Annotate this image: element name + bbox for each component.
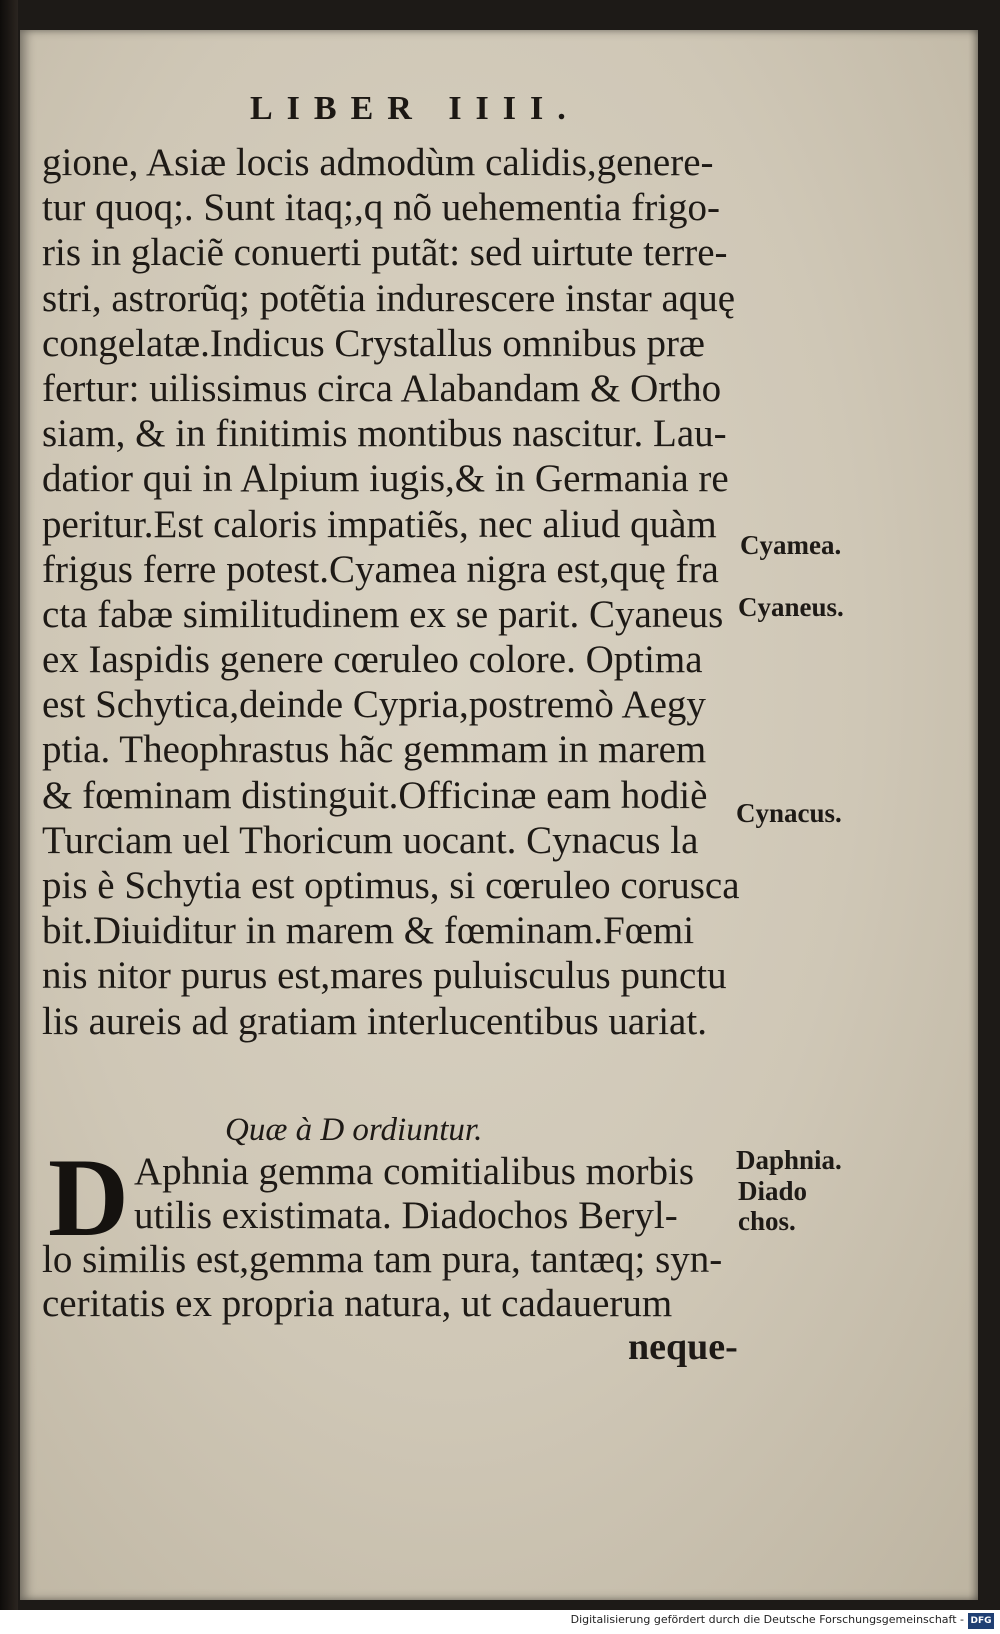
book-cover-edge: [0, 0, 18, 1610]
drop-cap-initial: D: [48, 1136, 129, 1260]
text-line: datior qui in Alpium iugis,& in Germania re: [42, 457, 729, 501]
text-line: ex Iaspidis genere cœruleo colore. Optima: [42, 638, 703, 682]
text-line: utilis existimata. Diadochos Beryl-: [134, 1194, 678, 1237]
text-line: & fœminam distinguit.Officinæ eam hodiè: [42, 773, 708, 817]
book-page: [20, 30, 978, 1600]
text-line: ptia. Theophrastus hãc gemmam in marem: [42, 728, 707, 772]
section-text-block: [42, 1136, 762, 1326]
catchword: neque-: [628, 1326, 738, 1368]
page-edge-shadow: [968, 30, 978, 1600]
footer-bar: [0, 1610, 1000, 1634]
text-line: ris in glaciẽ conuerti putãt: sed uirtute terre-: [42, 231, 728, 275]
text-line: cta fabæ similitudinem ex se parit. Cyaneus: [42, 592, 724, 636]
text-line: peritur.Est caloris impatiẽs, nec aliud quàm: [42, 502, 717, 546]
margin-note-diadochos-1: Diado: [738, 1176, 808, 1206]
dfg-logo: DFG: [968, 1613, 994, 1629]
margin-note-cynacus: Cynacus.: [736, 798, 842, 828]
text-line: est Schytica,deinde Cypria,postremò Aegy: [42, 683, 706, 727]
text-line: frigus ferre potest.Cyamea nigra est,quę fra: [42, 547, 719, 591]
text-line: fertur: uilissimus circa Alabandam & Ortho: [42, 366, 722, 410]
margin-note-diadochos-2: chos.: [738, 1206, 796, 1236]
margin-note-cyamea: Cyamea.: [740, 530, 842, 560]
text-line: lis aureis ad gratiam interlucentibus uariat.: [42, 999, 707, 1043]
text-line: ceritatis ex propria natura, ut cadauerum: [42, 1282, 673, 1325]
running-header: LIBER IIII.: [250, 90, 580, 127]
margin-note-cyaneus: Cyaneus.: [738, 592, 844, 622]
text-line: stri, astrorũq; potẽtia indurescere instar aquę: [42, 276, 736, 320]
main-text-block: [42, 140, 762, 1044]
funding-credit: Digitalisierung gefördert durch die Deutsche Forschungsgemeinschaft -: [570, 1613, 964, 1626]
text-line: Turciam uel Thoricum uocant. Cynacus la: [42, 818, 699, 862]
text-line: nis nitor purus est,mares puluisculus punctu: [42, 954, 727, 998]
margin-note-daphnia: Daphnia.: [736, 1145, 842, 1175]
text-line: siam, & in finitimis montibus nascitur. Lau-: [42, 412, 727, 456]
section-heading: Quæ à D ordiuntur.: [225, 1112, 483, 1148]
text-line: lo similis est,gemma tam pura, tantæq; syn-: [42, 1238, 723, 1281]
text-line: tur quoq;. Sunt itaq;,q nõ uehementia frigo-: [42, 186, 721, 230]
text-line: Aphnia gemma comitialibus morbis: [134, 1150, 694, 1193]
text-line: congelatæ.Indicus Crystallus omnibus præ: [42, 321, 705, 365]
text-line: pis è Schytia est optimus, si cœruleo corusca: [42, 864, 740, 907]
text-line: gione, Asiæ locis admodùm calidis,genere-: [42, 141, 714, 184]
text-line: bit.Diuiditur in marem & fœminam.Fœmi: [42, 909, 695, 953]
